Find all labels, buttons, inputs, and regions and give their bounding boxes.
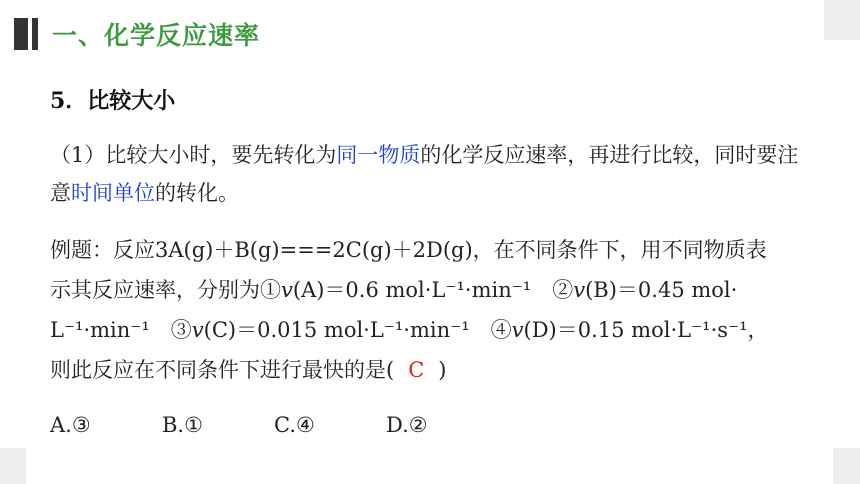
text: 的转化。 (155, 181, 239, 205)
option-a: A.③ (50, 413, 91, 437)
background-shape (824, 0, 860, 40)
paragraph-1 (50, 136, 810, 212)
text: ) (438, 358, 447, 382)
text: （1）比较大小时，要先转化为 (50, 143, 337, 167)
rate-symbol: v (511, 318, 524, 342)
example-line-4 (50, 350, 810, 390)
text: (C)＝0.015 mol·L⁻¹·min⁻¹ ④ (203, 318, 512, 342)
title-marker (14, 18, 38, 50)
text: (B)＝0.45 mol· (585, 278, 738, 302)
example-line-2 (50, 270, 810, 310)
section-title: 一、化学反应速率 (52, 21, 261, 50)
text: 则此反应在不同条件下进行最快的是( (50, 358, 395, 382)
background-shape (0, 448, 26, 484)
option-c: C.④ (274, 413, 315, 437)
option-d: D.② (386, 413, 428, 437)
rate-symbol: v (191, 318, 204, 342)
background-shape (833, 448, 860, 484)
sub-title: 5．比较大小 (50, 88, 176, 114)
text: (D)＝0.15 mol·L⁻¹·s⁻¹， (523, 318, 769, 342)
example-line-1: 例题：反应3A(g)＋B(g)===2C(g)＋2D(g)，在不同条件下，用不同物质表 (50, 238, 767, 262)
example-line-3 (50, 310, 810, 350)
text: L⁻¹·min⁻¹ ③ (50, 318, 192, 342)
highlight-same-substance: 同一物质 (336, 143, 421, 167)
text: 的化学反应速率，再进行比较，同时要注意 (50, 143, 799, 205)
answer: C (408, 358, 425, 382)
text: (A)＝0.6 mol·L⁻¹·min⁻¹ ② (292, 278, 574, 302)
example-question (50, 230, 810, 390)
text: 示其反应速率，分别为① (50, 278, 281, 302)
option-b: B.① (162, 413, 203, 437)
highlight-time-unit: 时间单位 (71, 181, 155, 205)
rate-symbol: v (281, 278, 293, 302)
options (50, 406, 498, 444)
rate-symbol: v (573, 278, 586, 302)
